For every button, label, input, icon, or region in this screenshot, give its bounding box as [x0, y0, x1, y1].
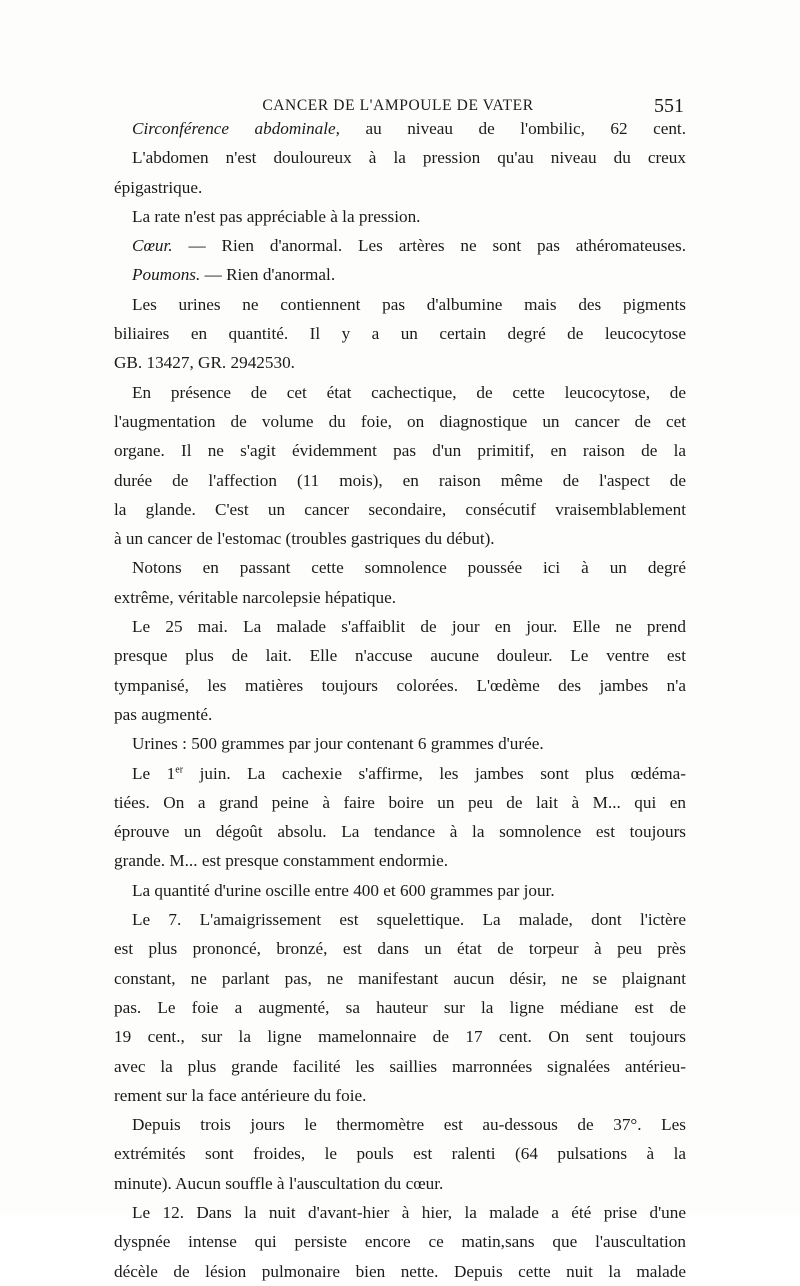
page-number: 551	[654, 95, 684, 117]
text-line: Le 25 mai. La malade s'affaiblit de jour en jour. Elle ne prend	[132, 617, 686, 637]
text-line: Depuis trois jours le thermomètre est au-dessous de 37°. Les	[132, 1115, 686, 1135]
text-line: grande. M... est presque constamment endormie.	[114, 851, 449, 871]
text-line: éprouve un dégoût absolu. La tendance à la somnolence est toujours	[114, 822, 686, 842]
text-line: En présence de cet état cachectique, de cette leucocytose, de	[132, 382, 686, 402]
text-line: GB. 13427, GR. 2942530.	[114, 353, 295, 373]
text-line: extrémités sont froides, le pouls est ralenti (64 pulsations à la	[114, 1144, 686, 1164]
text-line: dyspnée intense qui persiste encore ce matin,sans que l'auscultation	[114, 1232, 686, 1252]
text-line: est plus prononcé, bronzé, est dans un état de torpeur à peu près	[114, 939, 686, 959]
text-line: organe. Il ne s'agit évidemment pas d'un primitif, en raison de la	[114, 441, 686, 461]
text-line: rement sur la face antérieure du foie.	[114, 1085, 367, 1105]
text-line: Notons en passant cette somnolence poussée ici à un degré	[132, 558, 686, 578]
text-line: extrême, véritable narcolepsie hépatique.	[114, 587, 397, 607]
text-line: Le 7. L'amaigrissement est squelettique. La malade, dont l'ictère	[132, 910, 686, 930]
italic-term: Circonférence abdominale,	[132, 119, 340, 138]
text-line: durée de l'affection (11 mois), en raison même de l'aspect de	[114, 470, 686, 490]
text-line: tiées. On a grand peine à faire boire un peu de lait à M... qui en	[114, 792, 686, 812]
line-text: Le 1	[132, 763, 176, 783]
text-line: Les urines ne contiennent pas d'albumine mais des pigments	[132, 294, 686, 314]
text-line: épigastrique.	[114, 177, 203, 197]
text-line: tympanisé, les matières toujours colorées. L'œdème des jambes n'a	[114, 675, 686, 695]
text-line: Le 12. Dans la nuit d'avant-hier à hier, la malade a été prise d'une	[132, 1202, 686, 1222]
text-line	[114, 114, 686, 143]
body-text	[114, 114, 686, 1286]
running-head: CANCER DE L'AMPOULE DE VATER	[262, 97, 534, 114]
line-text: — Rien d'anormal. Les artères ne sont pas athéromateuses.	[188, 236, 687, 256]
text-line: Urines : 500 grammes par jour contenant 6 grammes d'urée.	[132, 734, 544, 754]
text-line: l'augmentation de volume du foie, on diagnostique un cancer de cet	[114, 411, 686, 431]
superscript: er	[175, 763, 184, 775]
line-text: — Rien d'anormal.	[204, 265, 336, 285]
text-line: presque plus de lait. Elle n'accuse aucune douleur. Le ventre est	[114, 646, 686, 666]
text-line: avec la plus grande facilité les saillies marronnées signalées antérieu-	[114, 1056, 686, 1076]
line-text: au niveau de l'ombilic, 62 cent.	[365, 119, 686, 138]
text-line: décèle de lésion pulmonaire bien nette. Depuis cette nuit la malade	[114, 1261, 686, 1281]
italic-term: Cœur.	[132, 236, 173, 256]
text-line: pas. Le foie a augmenté, sa hauteur sur la ligne médiane est de	[114, 997, 686, 1017]
text-line: biliaires en quantité. Il y a un certain degré de leucocytose	[114, 324, 686, 344]
text-line: minute). Aucun souffle à l'auscultation du cœur.	[114, 1173, 444, 1193]
text-line	[114, 231, 686, 260]
text-line	[114, 260, 686, 289]
text-line: à un cancer de l'estomac (troubles gastriques du début).	[114, 529, 495, 549]
text-line: L'abdomen n'est douloureux à la pression qu'au niveau du creux	[132, 148, 686, 168]
italic-term: Poumons.	[132, 265, 201, 285]
line-text: juin. La cachexie s'affirme, les jambes sont plus œdéma-	[183, 763, 686, 783]
text-line: pas augmenté.	[114, 704, 213, 724]
text-line: La quantité d'urine oscille entre 400 et 600 grammes par jour.	[132, 880, 555, 900]
text-line: constant, ne parlant pas, ne manifestant aucun désir, ne se plaignant	[114, 968, 686, 988]
text-line: 19 cent., sur la ligne mamelonnaire de 17 cent. On sent toujours	[114, 1027, 686, 1047]
text-line: La rate n'est pas appréciable à la pression.	[132, 206, 421, 226]
text-line	[114, 759, 686, 788]
text-line: la glande. C'est un cancer secondaire, consécutif vraisemblablement	[114, 499, 686, 519]
